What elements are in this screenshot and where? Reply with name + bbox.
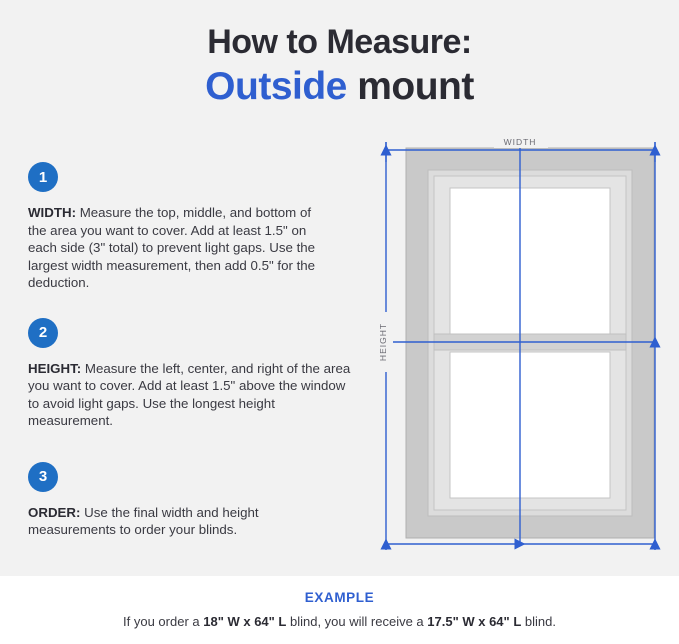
example-prefix: If you order a [123, 614, 204, 629]
step-badge-1: 1 [28, 162, 58, 192]
example-middle: blind, you will receive a [286, 614, 428, 629]
window-pane-upper [450, 188, 610, 334]
width-label: WIDTH [503, 137, 537, 147]
step-label-3: ORDER: [28, 504, 81, 520]
title-line-1: How to Measure: [207, 23, 472, 61]
step-item-order [28, 462, 364, 539]
step-badge-3: 3 [28, 462, 58, 492]
step-body-3: Use the final width and height measurements to order your blinds. [28, 504, 259, 537]
step-label-1: WIDTH: [28, 205, 76, 220]
example-received-size: 17.5" W x 64" L [427, 614, 522, 629]
step-item-width [28, 162, 364, 292]
title-rest-word: mount [346, 65, 474, 108]
example-suffix: blind. [521, 614, 556, 629]
window-diagram [378, 134, 663, 559]
step-text-2 [28, 360, 353, 430]
example-footer [0, 576, 679, 644]
step-badge-2: 2 [28, 318, 58, 348]
window-pane-lower [450, 352, 610, 498]
step-body-1: Measure the top, middle, and bottom of the area you want to cover. Add at least 1.5" on each side (3" total) to prevent light gaps. Use the largest width measurement, then add 0.5" for the deduction. [28, 205, 316, 290]
title-accent-word: Outside [205, 65, 347, 108]
steps-list [28, 162, 364, 557]
page-title [0, 22, 679, 110]
step-text-1 [28, 204, 318, 292]
step-item-height [28, 318, 364, 430]
step-body-2: Measure the left, center, and right of the area you want to cover. Add at least 1.5" above the window to avoid light gaps. Use the longest height measurement. [28, 360, 351, 428]
example-text [0, 614, 679, 629]
title-line-2 [0, 64, 679, 110]
example-order-size: 18" W x 64" L [203, 614, 287, 629]
step-text-3 [28, 504, 328, 539]
example-heading: EXAMPLE [304, 590, 375, 605]
height-label: HEIGHT [378, 322, 388, 362]
step-label-2: HEIGHT: [28, 360, 82, 376]
